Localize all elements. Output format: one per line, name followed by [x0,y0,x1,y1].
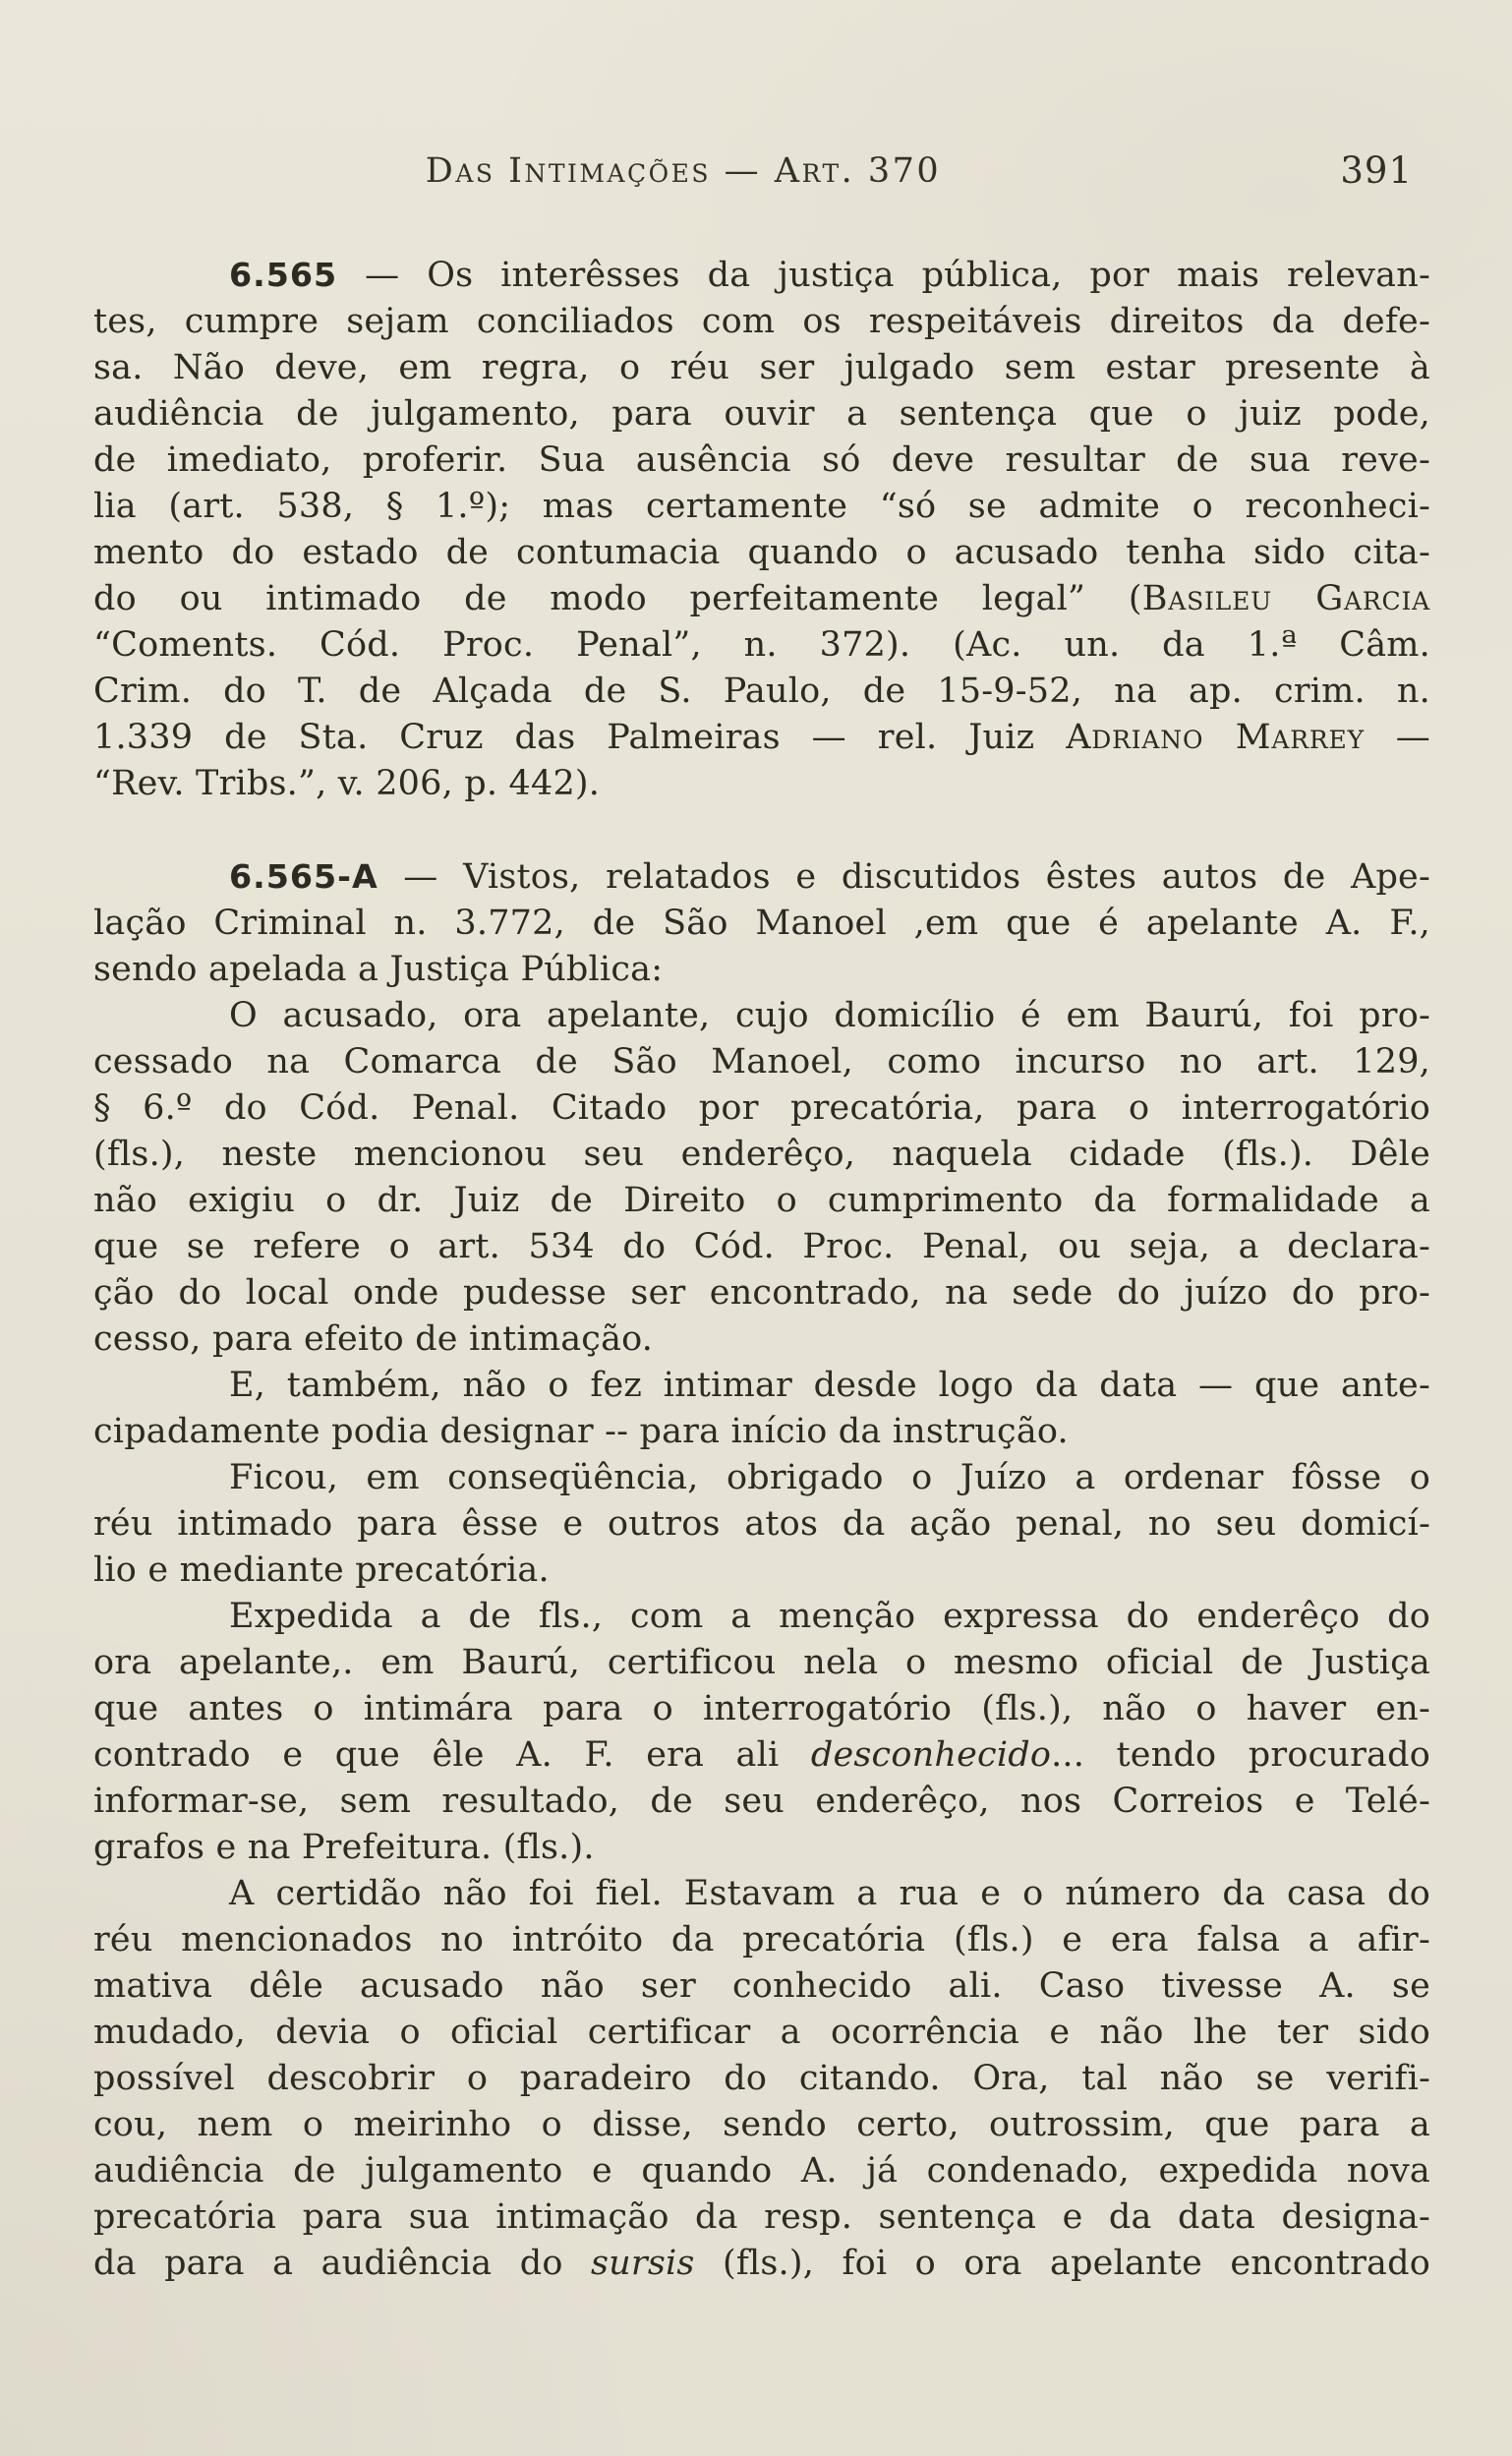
text-line: 1.339 de Sta. Cruz das Palmeiras — rel. Juiz Adriano Marrey — [93,718,1430,757]
paragraph [93,1594,1430,1871]
paragraph [93,1455,1430,1594]
paragraph [93,853,1430,993]
text-line: Ficou, em conseqüência, obrigado o Juízo a ordenar fôsse o [229,1458,1430,1497]
paragraph [93,1363,1430,1455]
text-line: Crim. do T. de Alçada de S. Paulo, de 15-9-52, na ap. crim. n. [93,672,1430,711]
text-line: sa. Não deve, em regra, o réu ser julgado sem estar presente à [93,348,1430,387]
text-line: que se refere o art. 534 do Cód. Proc. Penal, ou seja, a declara- [93,1227,1430,1266]
text-line: precatória para sua intimação da resp. sentença e da data designa- [93,2197,1430,2237]
text-line: ção do local onde pudesse ser encontrado, na sede do juízo do pro- [93,1273,1430,1313]
text-line: cessado na Comarca de São Manoel, como incurso no art. 129, [93,1042,1430,1082]
text-line: mativa dêle acusado não ser conhecido ali. Caso tivesse A. se [93,1966,1430,2006]
text-line: mento do estado de contumacia quando o acusado tenha sido cita- [93,533,1430,572]
text-line: E, também, não o fez intimar desde logo da data — que ante- [229,1366,1430,1405]
text-line: possível descobrir o paradeiro do citando. Ora, tal não se verifi- [93,2059,1430,2098]
text-line: cou, nem o meirinho o disse, sendo certo, outrossim, que para a [93,2105,1430,2144]
text-line: 6.565-A — Vistos, relatados e discutidos êstes autos de Ape- [229,857,1430,897]
text-line: do ou intimado de modo perfeitamente legal” (Basileu Garcia [93,579,1430,618]
page-header [93,146,1430,197]
text-line: cipadamente podia designar -- para início da instrução. [93,1412,1069,1451]
text-line: audiência de julgamento e quando A. já condenado, expedida nova [93,2151,1430,2191]
running-title: Das Intimações — Art. 370 [425,151,942,191]
text-line: O acusado, ora apelante, cujo domicílio é em Baurú, foi pro- [229,996,1430,1035]
text-line: não exigiu o dr. Juiz de Direito o cumprimento da formalidade a [93,1181,1430,1220]
text-line: réu mencionados no intróito da precatória (fls.) e era falsa a afir- [93,1920,1430,1959]
text-line: lia (art. 538, § 1.º); mas certamente “só se admite o reconheci- [93,487,1430,526]
text-line: mudado, devia o oficial certificar a ocorrência e não lhe ter sido [93,2013,1430,2052]
text-line: lio e mediante precatória. [93,1550,550,1590]
text-line: A certidão não foi fiel. Estavam a rua e o número da casa do [229,1874,1430,1913]
text-line: que antes o intimára para o interrogatório (fls.), não o haver en- [93,1689,1430,1728]
text-line: audiência de julgamento, para ouvir a sentença que o juiz pode, [93,394,1430,434]
text-line: de imediato, proferir. Sua ausência só deve resultar de sua reve- [93,440,1430,480]
paragraph [93,1871,1430,2287]
text-line: tes, cumpre sejam conciliados com os respeitáveis direitos da defe- [93,302,1430,341]
text-line: informar-se, sem resultado, de seu enderêço, nos Correios e Telé- [93,1782,1430,1821]
paragraph [93,252,1430,807]
text-line: grafos e na Prefeitura. (fls.). [93,1828,595,1867]
paragraph [93,993,1430,1363]
text-line: “Rev. Tribs.”, v. 206, p. 442). [93,764,601,803]
text-line: Expedida a de fls., com a menção expressa do enderêço do [229,1597,1430,1636]
text-line: cesso, para efeito de intimação. [93,1319,654,1359]
text-line: 6.565 — Os interêsses da justiça pública, por mais relevan- [229,256,1430,295]
text-line: contrado e que êle A. F. era ali desconhecido... tendo procurado [93,1735,1431,1775]
text-line: ora apelante,. em Baurú, certificou nela o mesmo oficial de Justiça [93,1643,1430,1682]
text-line: da para a audiência do sursis (fls.), foi o ora apelante encontrado [93,2244,1430,2283]
text-line: sendo apelada a Justiça Pública: [93,950,664,989]
text-line: § 6.º do Cód. Penal. Citado por precatória, para o interrogatório [93,1088,1430,1128]
text-line: lação Criminal n. 3.772, de São Manoel ,em que é apelante A. F., [93,904,1430,943]
text-line: “Coments. Cód. Proc. Penal”, n. 372). (Ac. un. da 1.ª Câm. [93,625,1430,665]
text-block [93,252,1430,2287]
text-line: réu intimado para êsse e outros atos da ação penal, no seu domicí- [93,1504,1430,1544]
page-number: 391 [1340,149,1413,192]
text-line: (fls.), neste mencionou seu enderêço, naquela cidade (fls.). Dêle [93,1135,1430,1174]
